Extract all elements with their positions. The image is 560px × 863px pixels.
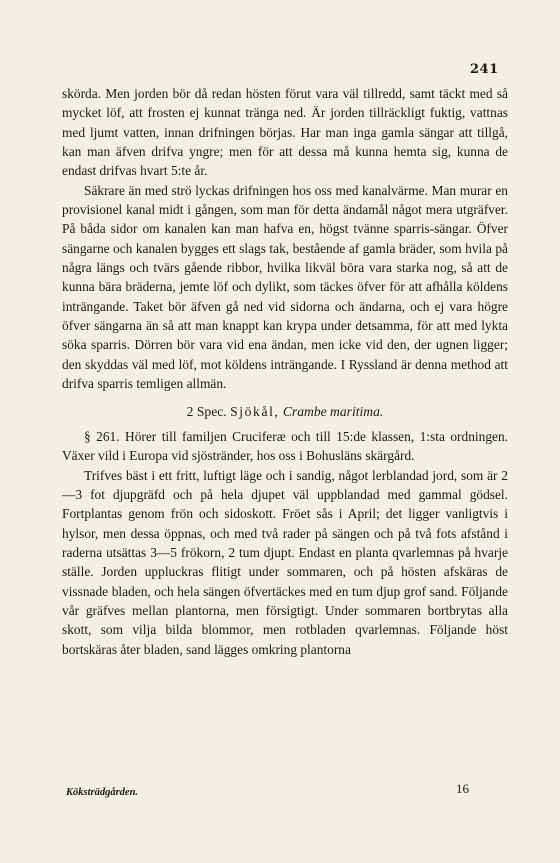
page-number: 241 <box>470 62 499 77</box>
page-footer <box>66 782 476 800</box>
sheet-number: 16 <box>456 781 469 796</box>
body-text <box>62 84 508 659</box>
section-latin-name: Crambe maritima. <box>282 403 384 419</box>
paragraph-cultivation: Trifves bäst i ett fritt, luftigt läge och i sandig, något lerblandad jord, som är 2—3 fot djupgräfd och på hela djupet väl uppblandad med gammal gödsel. Fortplantas genom frön och sidoskott. Fröet sås i April; det ligger vanligtvis i hylsor, men dessa öppnas, och med två rader på sängen och på två fots afstånd i raderna utsättas 3—5 frökorn, 2 tum djupt. Endast en planta qvarlemnas på hvarje ställe. Jorden uppluckras flitigt under sommaren, och på hösten afskäras de vissnade bladen, och hela sängen öfvertäckes med en tum djup grof sand. Följande vår gräfves mellan plantorna, men försigtigt. Under sommaren bortbrytas alla skott, som vilja bilda blommor, men rotbladen qvarlemnas. Följande höst bortskäras åter bladen, sand lägges omkring plantorna <box>62 467 508 657</box>
paragraph-forcing-soil: skörda. Men jorden bör då redan hösten förut vara väl tillredd, samt täckt med så mycket löf, att frosten ej kunnat tränga ned. Är jorden tillräckligt fuktig, vattnas med ljumt vatten, innan drifningen börjas. Har man inga gamla sängar att tillgå, kan man äfven drifva yngre; men för att dessa må kunna hemta sig, kunna de endast drifvas hvart 5:te år. <box>62 86 508 179</box>
paragraph-canal-heating: Säkrare än med strö lyckas drifningen hos oss med kanalvärme. Man murar en provisionel kanal midt i gången, som man för detta ändamål något mera utgräfver. På båda sidor om kanalen kan man hafva en, högst tvänne sparris-sängar. Öfver sängarne och kanalen bygges ett slags tak, bestående af gamla bräder, som hvila på några längs och tvärs gående ribbor, hvilka likväl böra vara starka nog, så att de kunna bära bräderna, jemte löf och dylikt, som täckes öfver för att afhålla köldens inträngande. Taket bör äfven gå ned vid sidorna och ändarna, och ej vara högre öfver sängarna än så att man knappt kan krypa under detsamma, för att med lykta söka sparris. Dörren bör vara vid ena ändan, men icke vid den, der ugnen ligger; den skyddas väl med löf, mot köldens inträngande. I Ryssland är denna method att drifva sparris temligen allmän. <box>62 182 508 392</box>
section-heading <box>62 402 508 421</box>
section-number: 2 Spec. <box>186 403 227 419</box>
printer-signature: Köksträdgården. <box>66 787 139 798</box>
section-name: Sjökål, <box>230 403 280 419</box>
paragraph-classification: § 261. Hörer till familjen Cruciferæ och till 15:de klassen, 1:sta ordningen. Växer vild i Europa vid sjöstränder, hos oss i Bohusläns skärgård. <box>62 428 508 464</box>
